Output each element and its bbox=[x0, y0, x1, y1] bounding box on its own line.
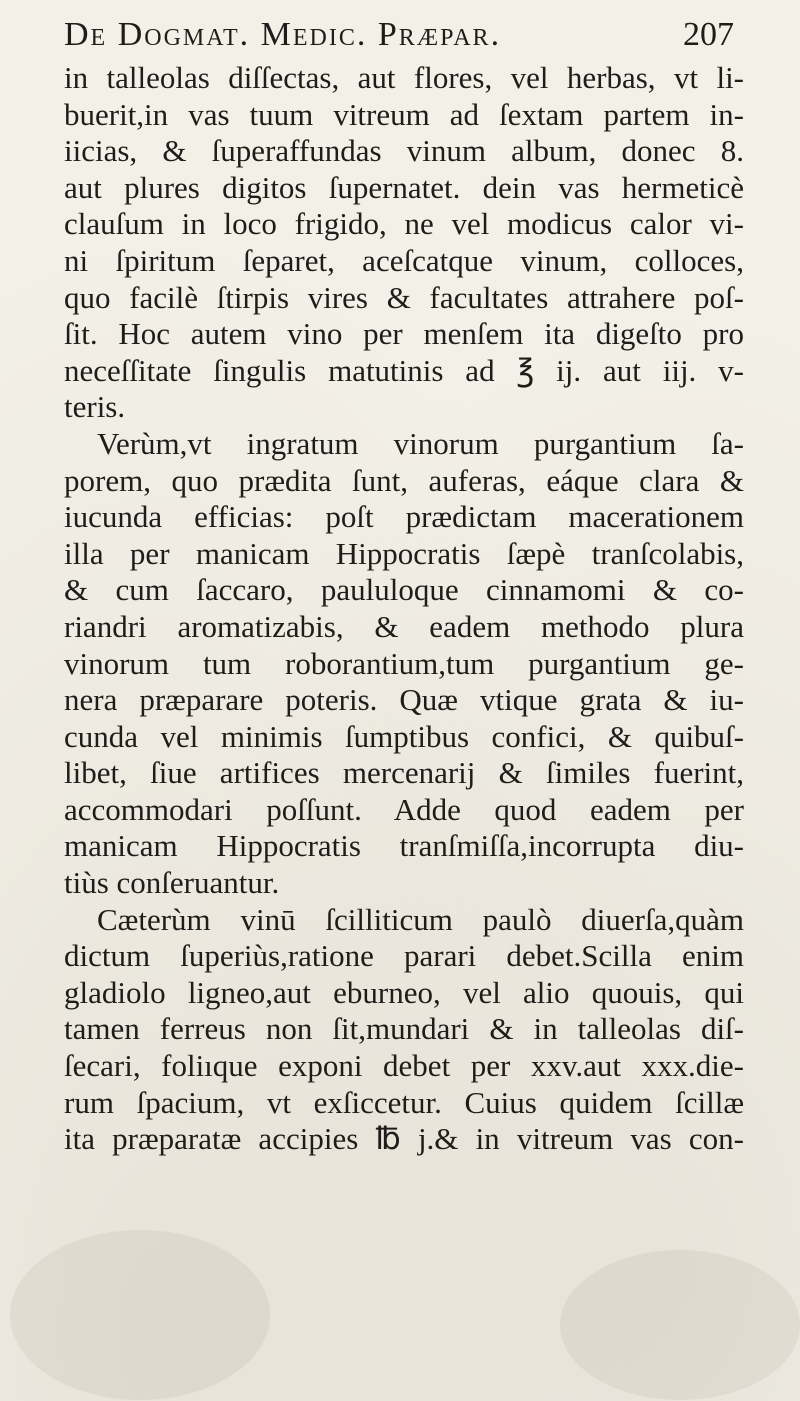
text-line: nera præparare poteris. Quæ vtique grata & iu- bbox=[64, 682, 744, 718]
text-line: gladiolo ligneo,aut eburneo, vel alio quouis, qui bbox=[64, 974, 744, 1010]
text-line: cunda vel minimis ſumptibus confici, & quibuſ- bbox=[64, 718, 744, 754]
text-line: dictum ſuperiùs,ratione parari debet.Scilla enim bbox=[64, 938, 744, 974]
text-line: tiùs conſeruantur. bbox=[64, 865, 280, 901]
text-line: aut plures digitos ſupernatet. dein vas hermeticè bbox=[64, 169, 744, 205]
text-line: clauſum in loco frigido, ne vel modicus calor vi- bbox=[64, 206, 744, 242]
text-line: ni ſpiritum ſeparet, aceſcatque vinum, colloces, bbox=[64, 242, 744, 278]
text-line: libet, ſiue artifices mercenarij & ſimiles fuerint, bbox=[64, 755, 744, 791]
text-line: buerit,in vas tuum vitreum ad ſextam partem in- bbox=[64, 96, 744, 132]
text-line: iicias, & ſuperaffundas vinum album, donec 8. bbox=[64, 133, 744, 169]
text-line: teris. bbox=[64, 389, 126, 425]
paragraph-start-line: Verùm,vt ingratum vinorum purgantium ſa- bbox=[97, 425, 744, 461]
text-line: ſecari, foliıque exponi debet per xxv.aut xxx.die- bbox=[64, 1048, 744, 1084]
paper-stain bbox=[10, 1230, 270, 1400]
running-title: De Dogmat. Medic. Præpar. bbox=[64, 16, 502, 53]
text-line: vinorum tum roborantium,tum purgantium ge- bbox=[64, 645, 744, 681]
text-line: tamen ferreus non ſit,mundari & in talleolas diſ- bbox=[64, 1011, 744, 1047]
text-line: ita præparatæ accipies ℔ j.& in vitreum vas con- bbox=[64, 1121, 744, 1157]
text-line: accommodari poſſunt. Adde quod eadem per bbox=[64, 791, 744, 827]
text-line: ſit. Hoc autem vino per menſem ita digeſto pro bbox=[64, 316, 744, 352]
text-line: rum ſpacium, vt exſiccetur. Cuius quidem ſcillæ bbox=[64, 1084, 744, 1120]
text-line: iucunda efficias: poſt prædictam macerationem bbox=[64, 499, 744, 535]
running-header bbox=[64, 16, 734, 60]
text-line: illa per manicam Hippocratis ſæpè tranſcolabis, bbox=[64, 535, 744, 571]
text-line: riandri aromatizabis, & eadem methodo plura bbox=[64, 608, 744, 644]
paragraph-start-line: Cæterùm vinū ſcilliticum paulò diuerſa,quàm bbox=[97, 901, 744, 937]
body-text bbox=[64, 60, 744, 1158]
text-line: manicam Hippocratis tranſmiſſa,incorrupta diu- bbox=[64, 828, 744, 864]
text-line: in talleolas diſſectas, aut flores, vel herbas, vt li- bbox=[64, 60, 744, 95]
text-line: neceſſitate ſingulis matutinis ad ℥ ij. aut iij. v- bbox=[64, 352, 744, 388]
text-line: & cum ſaccaro, paululoque cinnamomi & co- bbox=[64, 572, 744, 608]
text-line: quo facilè ſtirpis vires & facultates attrahere poſ- bbox=[64, 279, 744, 315]
page-number: 207 bbox=[683, 16, 734, 53]
paper-stain bbox=[560, 1250, 800, 1400]
text-line: porem, quo prædita ſunt, auferas, eáque clara & bbox=[64, 462, 744, 498]
